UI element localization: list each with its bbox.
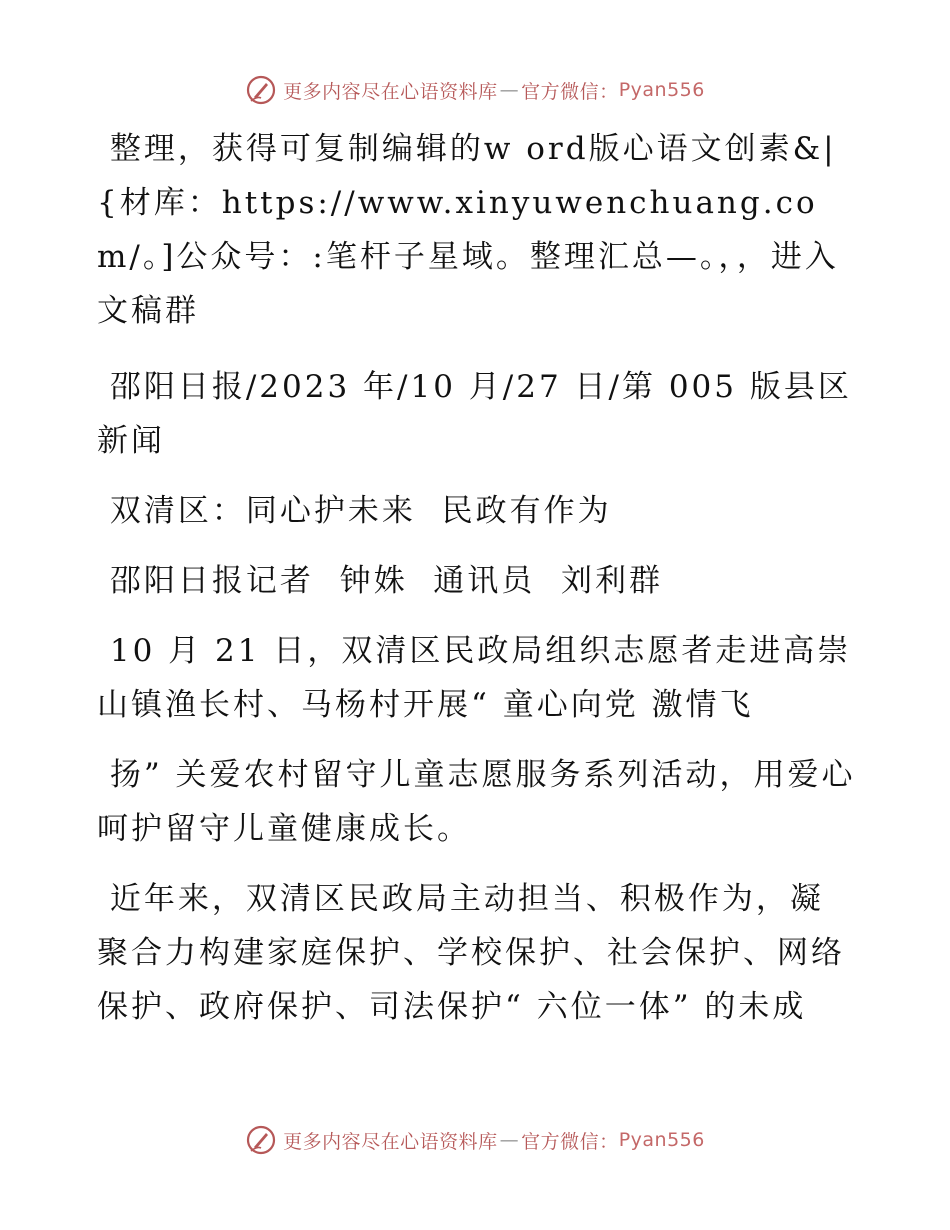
document-body: [97, 122, 857, 1050]
body-paragraph: 扬” 关爱农村留守儿童志愿服务系列活动，用爱心呵护留守儿童健康成长。: [97, 757, 856, 847]
source-line: 邵阳日报/2023 年/10 月/27 日/第 005 版县区新闻: [97, 369, 852, 459]
watermark-account: Pyan556: [618, 79, 705, 101]
watermark-brand: 官方微信：: [521, 80, 619, 103]
quill-circle-logo-icon: [245, 74, 277, 106]
watermark-account: Pyan556: [618, 1129, 705, 1151]
watermark-dash: —: [499, 79, 520, 101]
watermark-text: 更多内容尽在心语资料库: [283, 80, 498, 103]
body-paragraph: 近年来，双清区民政局主动担当、积极作为，凝聚合力构建家庭保护、学校保护、社会保护、网络保护、政府保护、司法保护“ 六位一体” 的未成: [97, 881, 845, 1025]
article-title: 双清区：同心护未来 民政有作为: [97, 493, 612, 529]
watermark-text: 更多内容尽在心语资料库: [283, 1130, 498, 1153]
watermark-brand: 官方微信：: [521, 1130, 619, 1153]
watermark-dash: —: [499, 1129, 520, 1151]
header-watermark: [0, 70, 950, 110]
footer-watermark: [0, 1120, 950, 1160]
body-paragraph: 10 月 21 日，双清区民政局组织志愿者走进高崇山镇渔长村、马杨村开展“ 童心向党 激情飞: [97, 633, 852, 723]
byline: 邵阳日报记者 钟姝 通讯员 刘利群: [97, 563, 663, 599]
quill-circle-logo-icon: [245, 1124, 277, 1156]
intro-paragraph: 整理，获得可复制编辑的w ord版心语文创素&|{材库：https://www.xinyuwenchuang.com/。]公众号：:笔杆子星域。整理汇总—。，，进入文稿群: [97, 131, 839, 329]
